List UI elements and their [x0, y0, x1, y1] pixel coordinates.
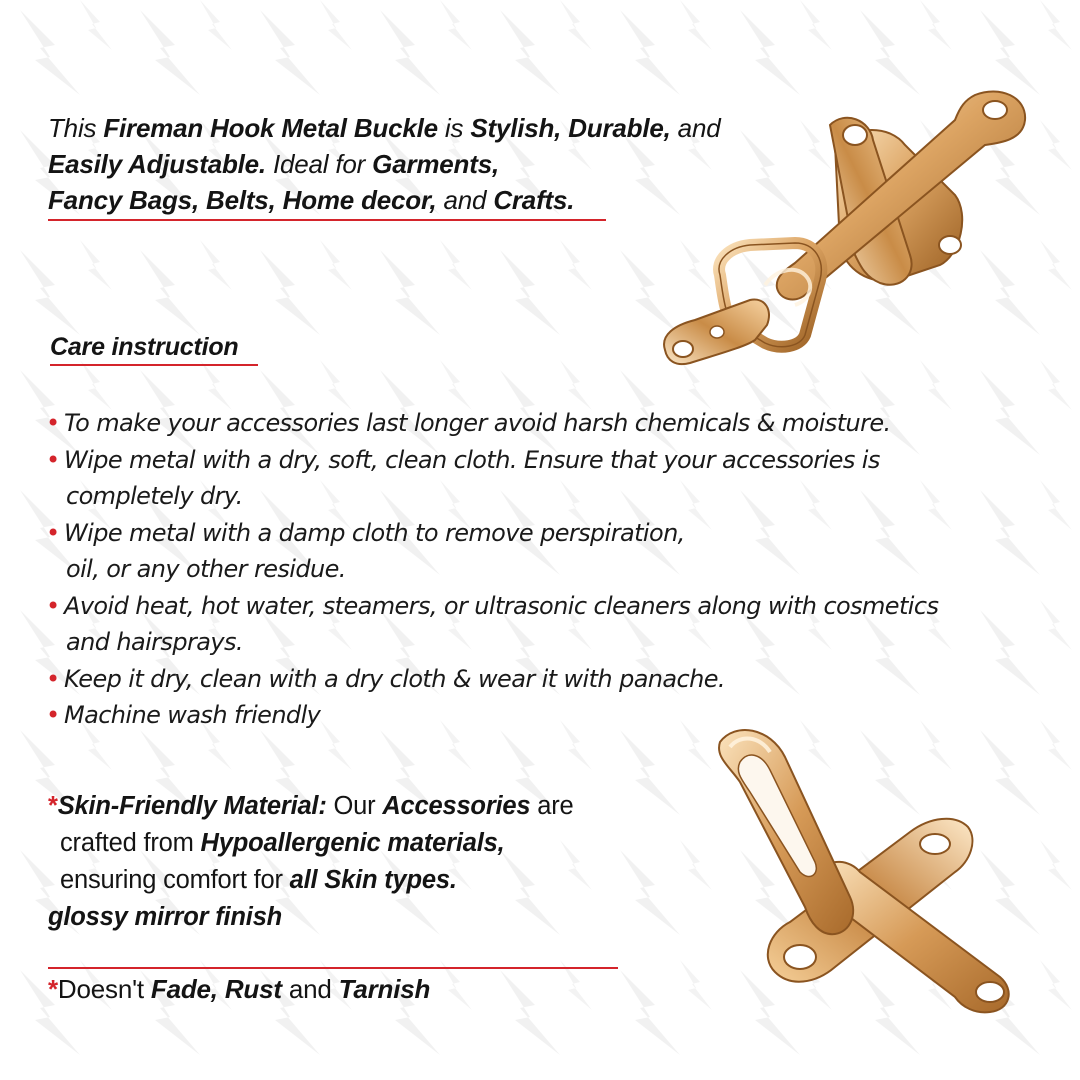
quality-text: Easily Adjustable. [48, 149, 266, 179]
care-item [46, 405, 1006, 442]
care-item-text: Machine wash friendly [64, 701, 321, 729]
intro-divider [48, 219, 606, 221]
care-list [46, 405, 1006, 734]
fade-text: Doesn't [57, 974, 151, 1004]
bullet-icon: • [46, 591, 60, 620]
bullet-icon: • [46, 445, 60, 474]
intro-text: This [48, 113, 104, 143]
skin-friendly-block [48, 788, 668, 936]
skin-divider [48, 967, 618, 969]
care-item [46, 588, 1006, 661]
care-item [46, 442, 1006, 515]
fade-text: and [281, 974, 339, 1004]
care-heading-underline [50, 364, 258, 366]
asterisk: * [48, 974, 58, 1004]
skin-label: Skin-Friendly Material: [57, 792, 327, 820]
use-text: Crafts. [493, 185, 575, 215]
care-item [46, 661, 1006, 698]
skin-emphasis: all Skin types. [289, 866, 457, 894]
fireman-hook-buckle-top-image [655, 85, 1040, 380]
bullet-icon: • [46, 409, 60, 437]
intro-text: and [670, 113, 721, 143]
care-item-text: To make your accessories last longer avoid harsh chemicals & moisture. [64, 409, 891, 437]
bullet-icon: • [46, 664, 60, 693]
skin-emphasis: Hypoallergenic materials, [200, 829, 505, 857]
fireman-hook-buckle-bottom-image [700, 722, 1035, 1022]
care-item-text: Keep it dry, clean with a dry cloth & wear it with panache. [64, 664, 725, 693]
care-item-text: oil, or any other residue. [66, 555, 346, 583]
care-item [46, 515, 1006, 588]
care-item-text: Wipe metal with a damp cloth to remove perspiration, [64, 518, 685, 547]
skin-text: Our [326, 792, 383, 820]
care-item-text: completely dry. [66, 482, 243, 510]
skin-emphasis: Accessories [382, 792, 531, 820]
care-heading: Care instruction [50, 333, 239, 361]
intro-text: and [436, 185, 494, 215]
fade-emphasis: Tarnish [338, 974, 431, 1004]
fade-emphasis: Fade, Rust [150, 974, 282, 1004]
care-item-text: Wipe metal with a dry, soft, clean cloth. Ensure that your accessories is [64, 445, 880, 474]
skin-text: crafted from [60, 829, 201, 857]
intro-text: Ideal for [265, 149, 373, 179]
fade-block [48, 970, 430, 1008]
bullet-icon: • [46, 701, 60, 729]
finish-text: glossy mirror finish [48, 903, 283, 931]
skin-text: ensuring comfort for [60, 866, 290, 894]
asterisk: * [48, 792, 58, 820]
use-text: Garments, [372, 149, 499, 179]
quality-text: Stylish, Durable, [470, 113, 671, 143]
care-item-text: and hairsprays. [66, 628, 243, 656]
skin-text: are [530, 792, 574, 820]
care-item-text: Avoid heat, hot water, steamers, or ultrasonic cleaners along with cosmetics [64, 591, 939, 620]
product-name: Fireman Hook Metal Buckle [103, 113, 438, 143]
use-text: Fancy Bags, Belts, Home decor, [48, 185, 437, 215]
bullet-icon: • [46, 518, 60, 547]
intro-text: is [437, 113, 471, 143]
